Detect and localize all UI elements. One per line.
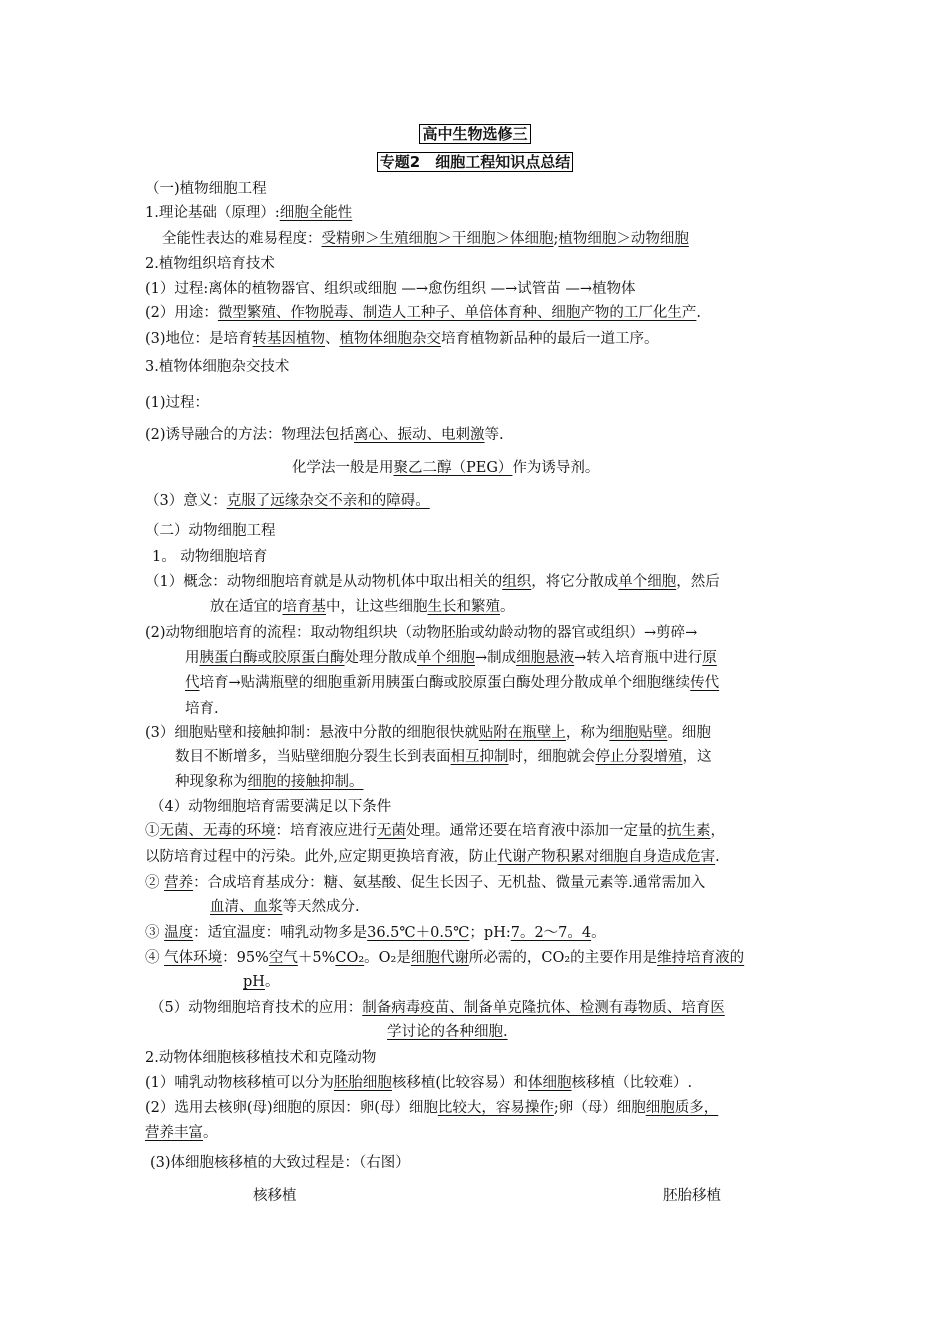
text-segment: →转入培育瓶中进行 bbox=[574, 650, 703, 666]
text-segment: ，这 bbox=[682, 749, 712, 765]
underlined-text: 受精卵＞生殖细胞＞干细胞＞体细胞 bbox=[321, 231, 554, 247]
underlined-text: 代谢产物积累对细胞自身造成危害 bbox=[497, 849, 716, 865]
text-segment: （5）动物细胞培育技术的应用： bbox=[150, 1000, 363, 1016]
underlined-text: 无菌 bbox=[377, 823, 406, 839]
text-segment: (2）用途： bbox=[145, 305, 218, 321]
text-line bbox=[150, 998, 725, 1018]
text-segment: (3)体细胞核移植的大致过程是：（右图） bbox=[150, 1155, 410, 1171]
text-line bbox=[243, 972, 279, 992]
text-segment: 以防培育过程中的污染。此外,应定期更换培育液，防止 bbox=[145, 849, 498, 865]
text-segment: （一)植物细胞工程 bbox=[145, 181, 267, 197]
text-segment: 。 bbox=[500, 599, 515, 615]
text-segment: 等. bbox=[484, 427, 504, 443]
text-segment: （4）动物细胞培育需要满足以下条件 bbox=[150, 799, 392, 815]
text-segment: 胚胎移植 bbox=[663, 1188, 721, 1204]
underlined-text: 36.5℃＋0.5℃ bbox=[367, 925, 470, 941]
text-line bbox=[145, 948, 744, 968]
text-segment: 全能性表达的难易程度： bbox=[162, 231, 322, 247]
text-segment: 。 bbox=[264, 974, 280, 990]
underlined-text: 生长和繁殖 bbox=[427, 599, 500, 615]
underlined-text: 传代 bbox=[690, 675, 720, 691]
text-segment: 处理。通常还要在培育液中添加一定量的 bbox=[406, 823, 667, 839]
text-line bbox=[145, 723, 711, 743]
text-line bbox=[145, 923, 606, 943]
underlined-text: 植物细胞＞动物细胞 bbox=[558, 231, 689, 247]
text-line bbox=[145, 179, 267, 199]
underlined-text: 停止分裂增殖 bbox=[595, 749, 683, 765]
text-segment: ：培育液应进行 bbox=[275, 823, 377, 839]
text-segment: 培育植物新品种的最后一道工序。 bbox=[441, 331, 659, 347]
text-segment: 所必需的，CO₂的主要作用是 bbox=[468, 950, 658, 966]
text-segment: →制成 bbox=[475, 650, 517, 666]
text-segment: 核移植 bbox=[253, 1188, 297, 1204]
text-segment: 1。 动物细胞培育 bbox=[152, 549, 268, 565]
text-line bbox=[145, 254, 275, 274]
text-segment: ；pH: bbox=[469, 925, 511, 941]
text-line bbox=[145, 1098, 718, 1118]
text-segment: 核移植（比较难）. bbox=[571, 1075, 693, 1091]
document-subtitle bbox=[0, 152, 950, 172]
underlined-text: 比较大，容易操作 bbox=[437, 1100, 554, 1116]
text-segment: ＋5% bbox=[297, 950, 336, 966]
text-line bbox=[185, 648, 717, 668]
text-line bbox=[185, 699, 219, 719]
text-line bbox=[145, 847, 720, 867]
text-line bbox=[185, 673, 719, 693]
text-segment: ：95% bbox=[222, 950, 269, 966]
text-segment: ;卵（母）细胞 bbox=[553, 1100, 646, 1116]
document-title bbox=[0, 124, 950, 144]
text-segment: (3）细胞贴壁和接触抑制：悬液中分散的细胞很快就 bbox=[145, 725, 479, 741]
underlined-text: 气体环境 bbox=[164, 950, 223, 966]
text-segment: ，将它分散成 bbox=[531, 574, 619, 590]
underlined-text: 植物体细胞杂交 bbox=[339, 331, 442, 347]
text-line bbox=[292, 458, 599, 478]
underlined-text: 代 bbox=[185, 675, 200, 691]
underlined-text: 学讨论的各种细胞. bbox=[387, 1024, 508, 1040]
text-line bbox=[145, 623, 697, 643]
text-line bbox=[145, 821, 725, 841]
underlined-text: 细胞贴壁 bbox=[609, 725, 668, 741]
text-line bbox=[145, 491, 430, 511]
title-sub: 专题2 细胞工程知识点总结 bbox=[377, 152, 573, 172]
text-line bbox=[253, 1186, 297, 1206]
underlined-text: 胰蛋白酶或胶原蛋白酶 bbox=[199, 650, 345, 666]
underlined-text: 原 bbox=[702, 650, 717, 666]
text-segment: 。 bbox=[591, 925, 606, 941]
text-line bbox=[152, 547, 267, 567]
text-segment: ：适宜温度：哺乳动物多是 bbox=[193, 925, 368, 941]
text-segment: 化学法一般是用 bbox=[292, 460, 394, 476]
underlined-text: 培育基 bbox=[282, 599, 326, 615]
text-line bbox=[145, 425, 504, 445]
text-segment: 用 bbox=[185, 650, 200, 666]
underlined-text: 维持培育液的 bbox=[657, 950, 745, 966]
text-segment: (2)动物细胞培育的流程：取动物组织块（动物胚胎或幼龄动物的器官或组织）→剪碎→ bbox=[145, 625, 698, 641]
underlined-text: 体细胞 bbox=[528, 1075, 572, 1091]
underlined-text: 抗生素 bbox=[667, 823, 711, 839]
text-line bbox=[150, 797, 391, 817]
text-segment: 3.植物体细胞杂交技术 bbox=[145, 359, 290, 375]
text-segment: (2)诱导融合的方法：物理法包括 bbox=[145, 427, 355, 443]
underlined-text: 细胞全能性 bbox=[279, 205, 353, 221]
text-segment: ，然后 bbox=[676, 574, 720, 590]
text-segment: 。 bbox=[203, 1125, 218, 1141]
text-line bbox=[162, 229, 689, 249]
text-segment: 中，让这些细胞 bbox=[326, 599, 428, 615]
underlined-text: 细胞悬液 bbox=[516, 650, 575, 666]
underlined-text: 7。2～7。4 bbox=[510, 925, 592, 941]
text-segment: ，称为 bbox=[565, 725, 610, 741]
underlined-text: 转基因植物 bbox=[252, 331, 326, 347]
text-segment: ; bbox=[553, 231, 559, 247]
text-segment: ：合成培育基成分：糖、氨基酸、促生长因子、无机盐、微量元素等.通常需加入 bbox=[193, 875, 706, 891]
underlined-text: 营养丰富 bbox=[145, 1125, 203, 1141]
text-segment: ， bbox=[710, 823, 725, 839]
text-line bbox=[145, 329, 659, 349]
text-segment: ④ bbox=[145, 950, 165, 966]
underlined-text: 克服了远缘杂交不亲和的障碍。 bbox=[226, 493, 430, 509]
title-main: 高中生物选修三 bbox=[419, 124, 530, 144]
text-line bbox=[145, 873, 705, 893]
underlined-text: pH bbox=[243, 974, 265, 990]
text-segment: ② bbox=[145, 875, 165, 891]
underlined-text: 营养 bbox=[164, 875, 194, 891]
text-segment: 、 bbox=[325, 331, 340, 347]
text-segment: 种现象称为 bbox=[175, 774, 248, 790]
underlined-text: 聚乙二醇（PEG） bbox=[393, 460, 513, 476]
underlined-text: 制备病毒疫苗、制备单克隆抗体、检测有毒物质、培育医 bbox=[362, 1000, 725, 1016]
underlined-text: 胚胎细胞 bbox=[333, 1075, 392, 1091]
text-line bbox=[145, 1048, 376, 1068]
text-line bbox=[663, 1186, 721, 1206]
text-segment: (1)过程： bbox=[145, 395, 210, 411]
text-line bbox=[387, 1022, 508, 1042]
text-line bbox=[210, 897, 360, 917]
text-segment: (3)地位：是培育 bbox=[145, 331, 253, 347]
text-segment: 2.动物体细胞核移植技术和克隆动物 bbox=[145, 1050, 377, 1066]
text-segment: (2）选用去核卵(母)细胞的原因：卵(母）细胞 bbox=[145, 1100, 438, 1116]
underlined-text: 无菌、无毒的环境 bbox=[159, 823, 276, 839]
text-line bbox=[145, 1073, 692, 1093]
text-line bbox=[145, 572, 720, 592]
underlined-text: 温度 bbox=[164, 925, 194, 941]
text-segment: ③ bbox=[145, 925, 165, 941]
text-segment: 作为诱导剂。 bbox=[512, 460, 600, 476]
text-line bbox=[145, 1123, 218, 1143]
underlined-text: 空气 bbox=[268, 950, 298, 966]
underlined-text: 微型繁殖、作物脱毒、制造人工种子、单倍体育种、细胞产物的工厂化生产 bbox=[217, 305, 697, 321]
underlined-text: 相互抑制 bbox=[450, 749, 509, 765]
text-segment: 2.植物组织培育技术 bbox=[145, 256, 275, 272]
underlined-text: 单个细胞 bbox=[618, 574, 677, 590]
underlined-text: 单个细胞 bbox=[417, 650, 475, 666]
underlined-text: 细胞的接触抑制。 bbox=[247, 774, 364, 790]
text-segment: （二）动物细胞工程 bbox=[145, 523, 276, 539]
underlined-text: 组织 bbox=[502, 574, 532, 590]
text-segment: （1）概念：动物细胞培育就是从动物机体中取出相关的 bbox=[145, 574, 503, 590]
underlined-text: 离心、振动、电刺激 bbox=[354, 427, 485, 443]
text-segment: 核移植(比较容易）和 bbox=[391, 1075, 529, 1091]
text-segment: (1）哺乳动物核移植可以分为 bbox=[145, 1075, 334, 1091]
text-segment: 等天然成分. bbox=[282, 899, 360, 915]
text-segment: 放在适宜的 bbox=[210, 599, 283, 615]
text-line bbox=[145, 393, 209, 413]
text-segment: (1）过程:离体的植物器官、组织或细胞 —→愈伤组织 —→试管苗 —→植物体 bbox=[145, 281, 636, 297]
text-line bbox=[175, 772, 364, 792]
text-line bbox=[145, 357, 289, 377]
text-segment: （3）意义： bbox=[145, 493, 227, 509]
text-line bbox=[150, 1153, 410, 1173]
text-segment: 培育. bbox=[185, 701, 219, 717]
text-line bbox=[210, 597, 515, 617]
underlined-text: CO₂ bbox=[335, 950, 365, 966]
text-segment: 时，细胞就会 bbox=[508, 749, 596, 765]
underlined-text: 贴附在瓶壁上 bbox=[478, 725, 566, 741]
text-segment: 培育→贴满瓶壁的细胞重新用胰蛋白酶或胶原蛋白酶处理分散成单个细胞继续 bbox=[199, 675, 691, 691]
text-line bbox=[145, 203, 352, 223]
text-line bbox=[145, 279, 636, 299]
text-segment: 。O₂是 bbox=[364, 950, 411, 966]
underlined-text: 血清、血浆 bbox=[210, 899, 283, 915]
text-segment: 数目不断增多，当贴壁细胞分裂生长到表面 bbox=[175, 749, 451, 765]
text-segment: 1.理论基础（原理）: bbox=[145, 205, 280, 221]
text-segment: ① bbox=[145, 823, 160, 839]
text-line bbox=[175, 747, 712, 767]
text-segment: . bbox=[696, 305, 701, 321]
underlined-text: 细胞质多， bbox=[645, 1100, 719, 1116]
text-segment: . bbox=[715, 849, 720, 865]
text-line bbox=[145, 303, 701, 323]
text-segment: 处理分散成 bbox=[344, 650, 417, 666]
text-segment: 。细胞 bbox=[667, 725, 711, 741]
underlined-text: 细胞代谢 bbox=[410, 950, 469, 966]
text-line bbox=[145, 521, 276, 541]
